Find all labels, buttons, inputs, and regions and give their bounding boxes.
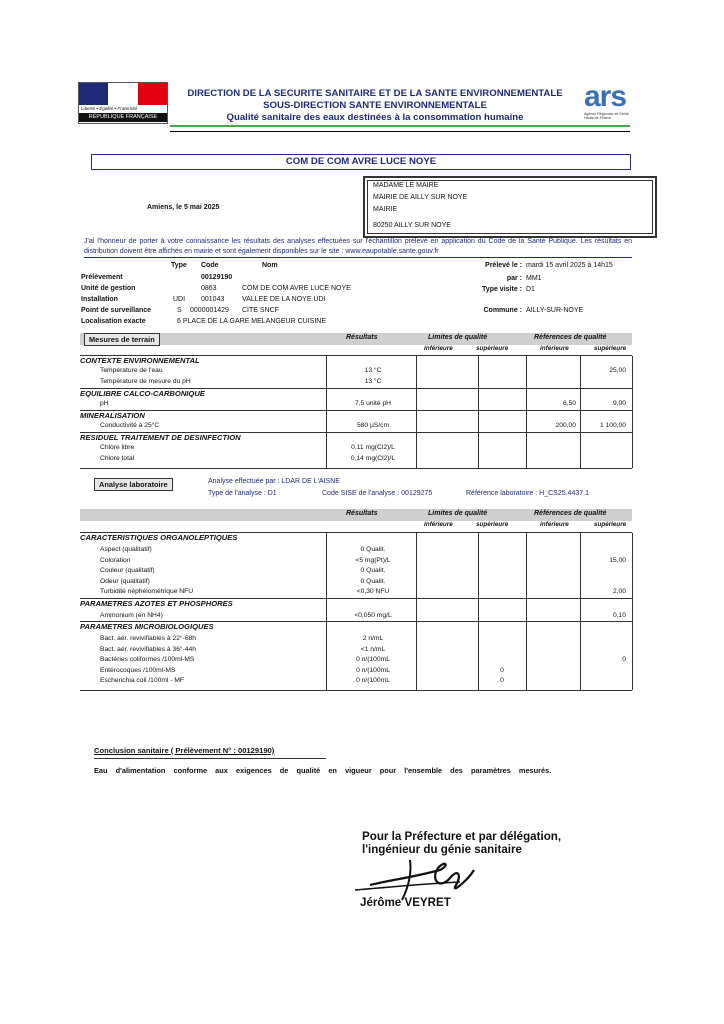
column-rule [580, 356, 581, 468]
row-name: Escherichia coli /100ml - MF [100, 677, 184, 684]
ars-logo-text: ars [584, 80, 627, 113]
header-line-3: Qualité sanitaire des eaux destinées à la consommation humaine [226, 112, 524, 123]
par-label: par : [506, 275, 522, 282]
page-title: COM DE COM AVRE LUCE NOYE [91, 154, 631, 170]
conclusion-rule [94, 758, 326, 759]
column-rule [416, 533, 417, 690]
header-lim-sup: supérieure [476, 521, 509, 528]
row-result: 0 Qualit. [360, 567, 386, 574]
header-lim-inf: inférieure [424, 345, 453, 352]
signature-name: Jérôme VEYRET [360, 896, 451, 909]
labo-type: Type de l'analyse : D1 [208, 490, 277, 497]
row-name: Odeur (qualitatif) [100, 577, 150, 585]
point-type: S [177, 307, 182, 314]
header-ref-sup: supérieure [594, 521, 627, 528]
row-name: Chlore total [100, 455, 135, 462]
typevisite-label: Type visite : [482, 286, 522, 293]
installation-nom: VALLEE DE LA NOYE UDI [242, 296, 326, 303]
header-references: Références de qualité [534, 334, 607, 341]
header-ref-inf: inférieure [540, 521, 569, 528]
flag-icon [79, 83, 167, 105]
row-result: 13 °C [364, 378, 382, 385]
prelevement-code: 00129190 [201, 274, 233, 281]
row-ref-sup: 25,00 [609, 367, 626, 374]
preleve-label: Prélevé le : [485, 262, 522, 269]
section-title: MINERALISATION [80, 411, 145, 420]
labo-label: Analyse laboratoire [94, 478, 173, 491]
header-limites: Limites de qualité [428, 510, 488, 517]
row-lim-sup: 0 [500, 666, 504, 674]
point-nom: CITE SNCF [242, 307, 279, 314]
row-ref-sup: 0,10 [612, 611, 626, 619]
column-rule [326, 533, 327, 690]
logo-republique: RÉPUBLIQUE FRANÇAISE [79, 113, 167, 122]
section-title: RESIDUEL TRAITEMENT DE DESINFECTION [80, 433, 241, 442]
labo-ref: Référence laboratoire : H_CS25.4437.1 [466, 490, 589, 497]
unite-label: Unité de gestion [81, 285, 136, 292]
row-name: Ammonium (en NH4) [100, 611, 163, 619]
column-rule [478, 356, 479, 468]
installation-label: Installation [81, 296, 118, 303]
labo-effectuee: Analyse effectuée par : LDAR DE L'AISNE [208, 478, 340, 485]
localisation-nom: 6 PLACE DE LA GARE MELANGEUR CUISINE [177, 318, 326, 325]
row-name: Aspect (qualitatif) [100, 546, 152, 553]
row-result: 0,14 mg(Cl2)/L [350, 455, 396, 462]
row-name: Température de l'eau [100, 367, 163, 374]
localisation-label: Localisation exacte [81, 318, 146, 325]
section-title: CARACTERISTIQUES ORGANOLEPTIQUES [80, 533, 238, 542]
republique-francaise-logo [78, 82, 168, 124]
row-ref-sup: 1 100,00 [599, 422, 626, 429]
row-result: 7,5 unité pH [354, 400, 392, 407]
column-rule [326, 356, 327, 468]
ars-logo [584, 82, 644, 124]
col-code: Code [201, 262, 219, 269]
column-rule [478, 533, 479, 690]
point-code: 0000001429 [190, 307, 229, 314]
notice-rule [84, 257, 632, 258]
row-result: <0,050 mg/L [354, 611, 392, 619]
header-lim-inf: inférieure [424, 521, 453, 528]
row-result: 0,11 mg(Cl2)/L [351, 444, 395, 451]
row-ref-inf: 200,00 [555, 422, 576, 429]
header-limites: Limites de qualité [428, 334, 488, 341]
row-result: 0 Qualit. [360, 577, 386, 585]
signature-line-1: Pour la Préfecture et par délégation, [362, 830, 562, 843]
installation-code: 001043 [201, 296, 225, 303]
column-rule [526, 533, 527, 690]
table-bottom-rule [80, 690, 632, 691]
column-rule [416, 356, 417, 468]
row-result: 0 n/(100mL [356, 666, 390, 674]
row-result: <5 mg(Pt)/L [355, 556, 391, 564]
row-name: Bact. aér. revivifiables à 22°-68h [100, 635, 196, 642]
row-name: Entérocoques /100ml-MS [100, 666, 176, 674]
header-green-rule [170, 125, 630, 127]
row-result: 13 °C [364, 367, 382, 374]
row-name: pH [100, 400, 109, 407]
header-ref-sup: supérieure [594, 345, 627, 352]
notice-text: J'ai l'honneur de porter à votre connaissance les résultats des analyses effectuées sur l'échantillon prélevé en application du Code de la Santé Publique. Les résultats en distribution doivent être affichés en mairie et sont également disponibles sur le site : www.eaupotable.sante.gouv.fr [84, 238, 632, 255]
header-lim-sup: supérieure [476, 345, 509, 352]
column-rule [632, 356, 633, 468]
address-line: MAIRIE [373, 206, 398, 213]
installation-type: UDI [173, 296, 186, 303]
labo-code-sise: Code SISE de l'analyse : 00129275 [322, 490, 433, 497]
row-ref-sup: 2,00 [612, 588, 626, 595]
row-name: Conductivité à 25°C [100, 422, 160, 429]
prelevement-label: Prélèvement [81, 274, 123, 281]
header-resultats: Résultats [346, 510, 378, 517]
address-line: 80250 AILLY SUR NOYE [373, 222, 451, 229]
header-black-rule [170, 131, 630, 132]
header-references: Références de qualité [534, 510, 607, 517]
row-name: Couleur (qualitatif) [100, 567, 155, 574]
row-result: 0 n/(100mL [356, 677, 390, 684]
row-ref-sup: 9,00 [612, 400, 626, 407]
col-nom: Nom [262, 262, 278, 269]
col-type: Type [171, 262, 187, 269]
row-result: 580 µS/cm [356, 422, 390, 429]
row-result: 0 n/(100mL [356, 656, 390, 663]
commune-label: Commune : [483, 307, 522, 314]
place-date: Amiens, le 5 mai 2025 [147, 204, 220, 211]
row-name: Bact. aér. revivifiables à 36°-44h [100, 645, 196, 653]
row-name: Chlore libre [100, 444, 135, 451]
commune-value: AILLY-SUR-NOYE [526, 307, 584, 314]
unite-nom: COM DE COM AVRE LUCE NOYE [242, 285, 351, 292]
header-line-1: DIRECTION DE LA SECURITE SANITAIRE ET DE LA SANTE ENVIRONNEMENTALE [187, 88, 563, 99]
header-resultats: Résultats [346, 334, 378, 341]
typevisite-value: D1 [526, 286, 535, 293]
row-ref-inf: 6,50 [562, 400, 576, 407]
unite-code: 0863 [201, 285, 217, 292]
section-title: PARAMETRES AZOTES ET PHOSPHORES [80, 598, 233, 608]
column-rule [526, 356, 527, 468]
row-name: Coloration [100, 556, 131, 564]
row-name: Température de mesure du pH [100, 378, 191, 385]
column-rule [580, 533, 581, 690]
handwritten-signature [350, 840, 490, 910]
section-title: CONTEXTE ENVIRONNEMENTAL [80, 356, 200, 365]
section-title: EQUILIBRE CALCO-CARBONIQUE [80, 389, 205, 398]
section-title: PARAMETRES MICROBIOLOGIQUES [80, 622, 214, 631]
row-name: Turbidité néphélométrique NFU [100, 588, 194, 595]
row-result: 0 Qualit. [360, 546, 386, 553]
par-value: MM1 [526, 275, 542, 282]
column-rule [632, 533, 633, 690]
row-result: 2 n/mL [362, 635, 384, 642]
header-ref-inf: inférieure [540, 345, 569, 352]
row-ref-sup: 0 [622, 656, 626, 663]
address-line: MADAME LE MAIRE [373, 182, 439, 189]
section-rule [80, 410, 632, 411]
row-result: <0,30 NFU [356, 588, 390, 595]
preleve-value: mardi 15 avril 2025 à 14h15 [526, 262, 613, 269]
row-lim-sup: 0 [500, 677, 504, 684]
row-ref-sup: 15,00 [609, 556, 626, 564]
row-result: <1 n/mL [360, 645, 386, 653]
signature-line-2: l'ingénieur du génie sanitaire [362, 843, 522, 856]
table-bottom-rule [80, 468, 632, 469]
conclusion-label: Conclusion sanitaire ( Prélèvement N° : 00129190) [94, 746, 275, 755]
address-box [363, 176, 657, 238]
header-line-2: SOUS-DIRECTION SANTE ENVIRONNEMENTALE [263, 100, 487, 111]
logo-motto: Liberté • Égalité • Fraternité [81, 106, 138, 111]
conclusion-text: Eau d'alimentation conforme aux exigences de qualité en vigueur pour l'ensemble des paramètres mesurés. [94, 766, 552, 775]
address-line: MAIRIE DE AILLY SUR NOYE [373, 194, 468, 201]
section-label: Mesures de terrain [84, 333, 160, 346]
ars-logo-subtitle: Agence Régionale de Santé Hauts-de-France [584, 112, 629, 121]
row-name: Bactéries coliformes /100ml-MS [100, 656, 195, 663]
point-label: Point de surveillance [81, 307, 152, 314]
